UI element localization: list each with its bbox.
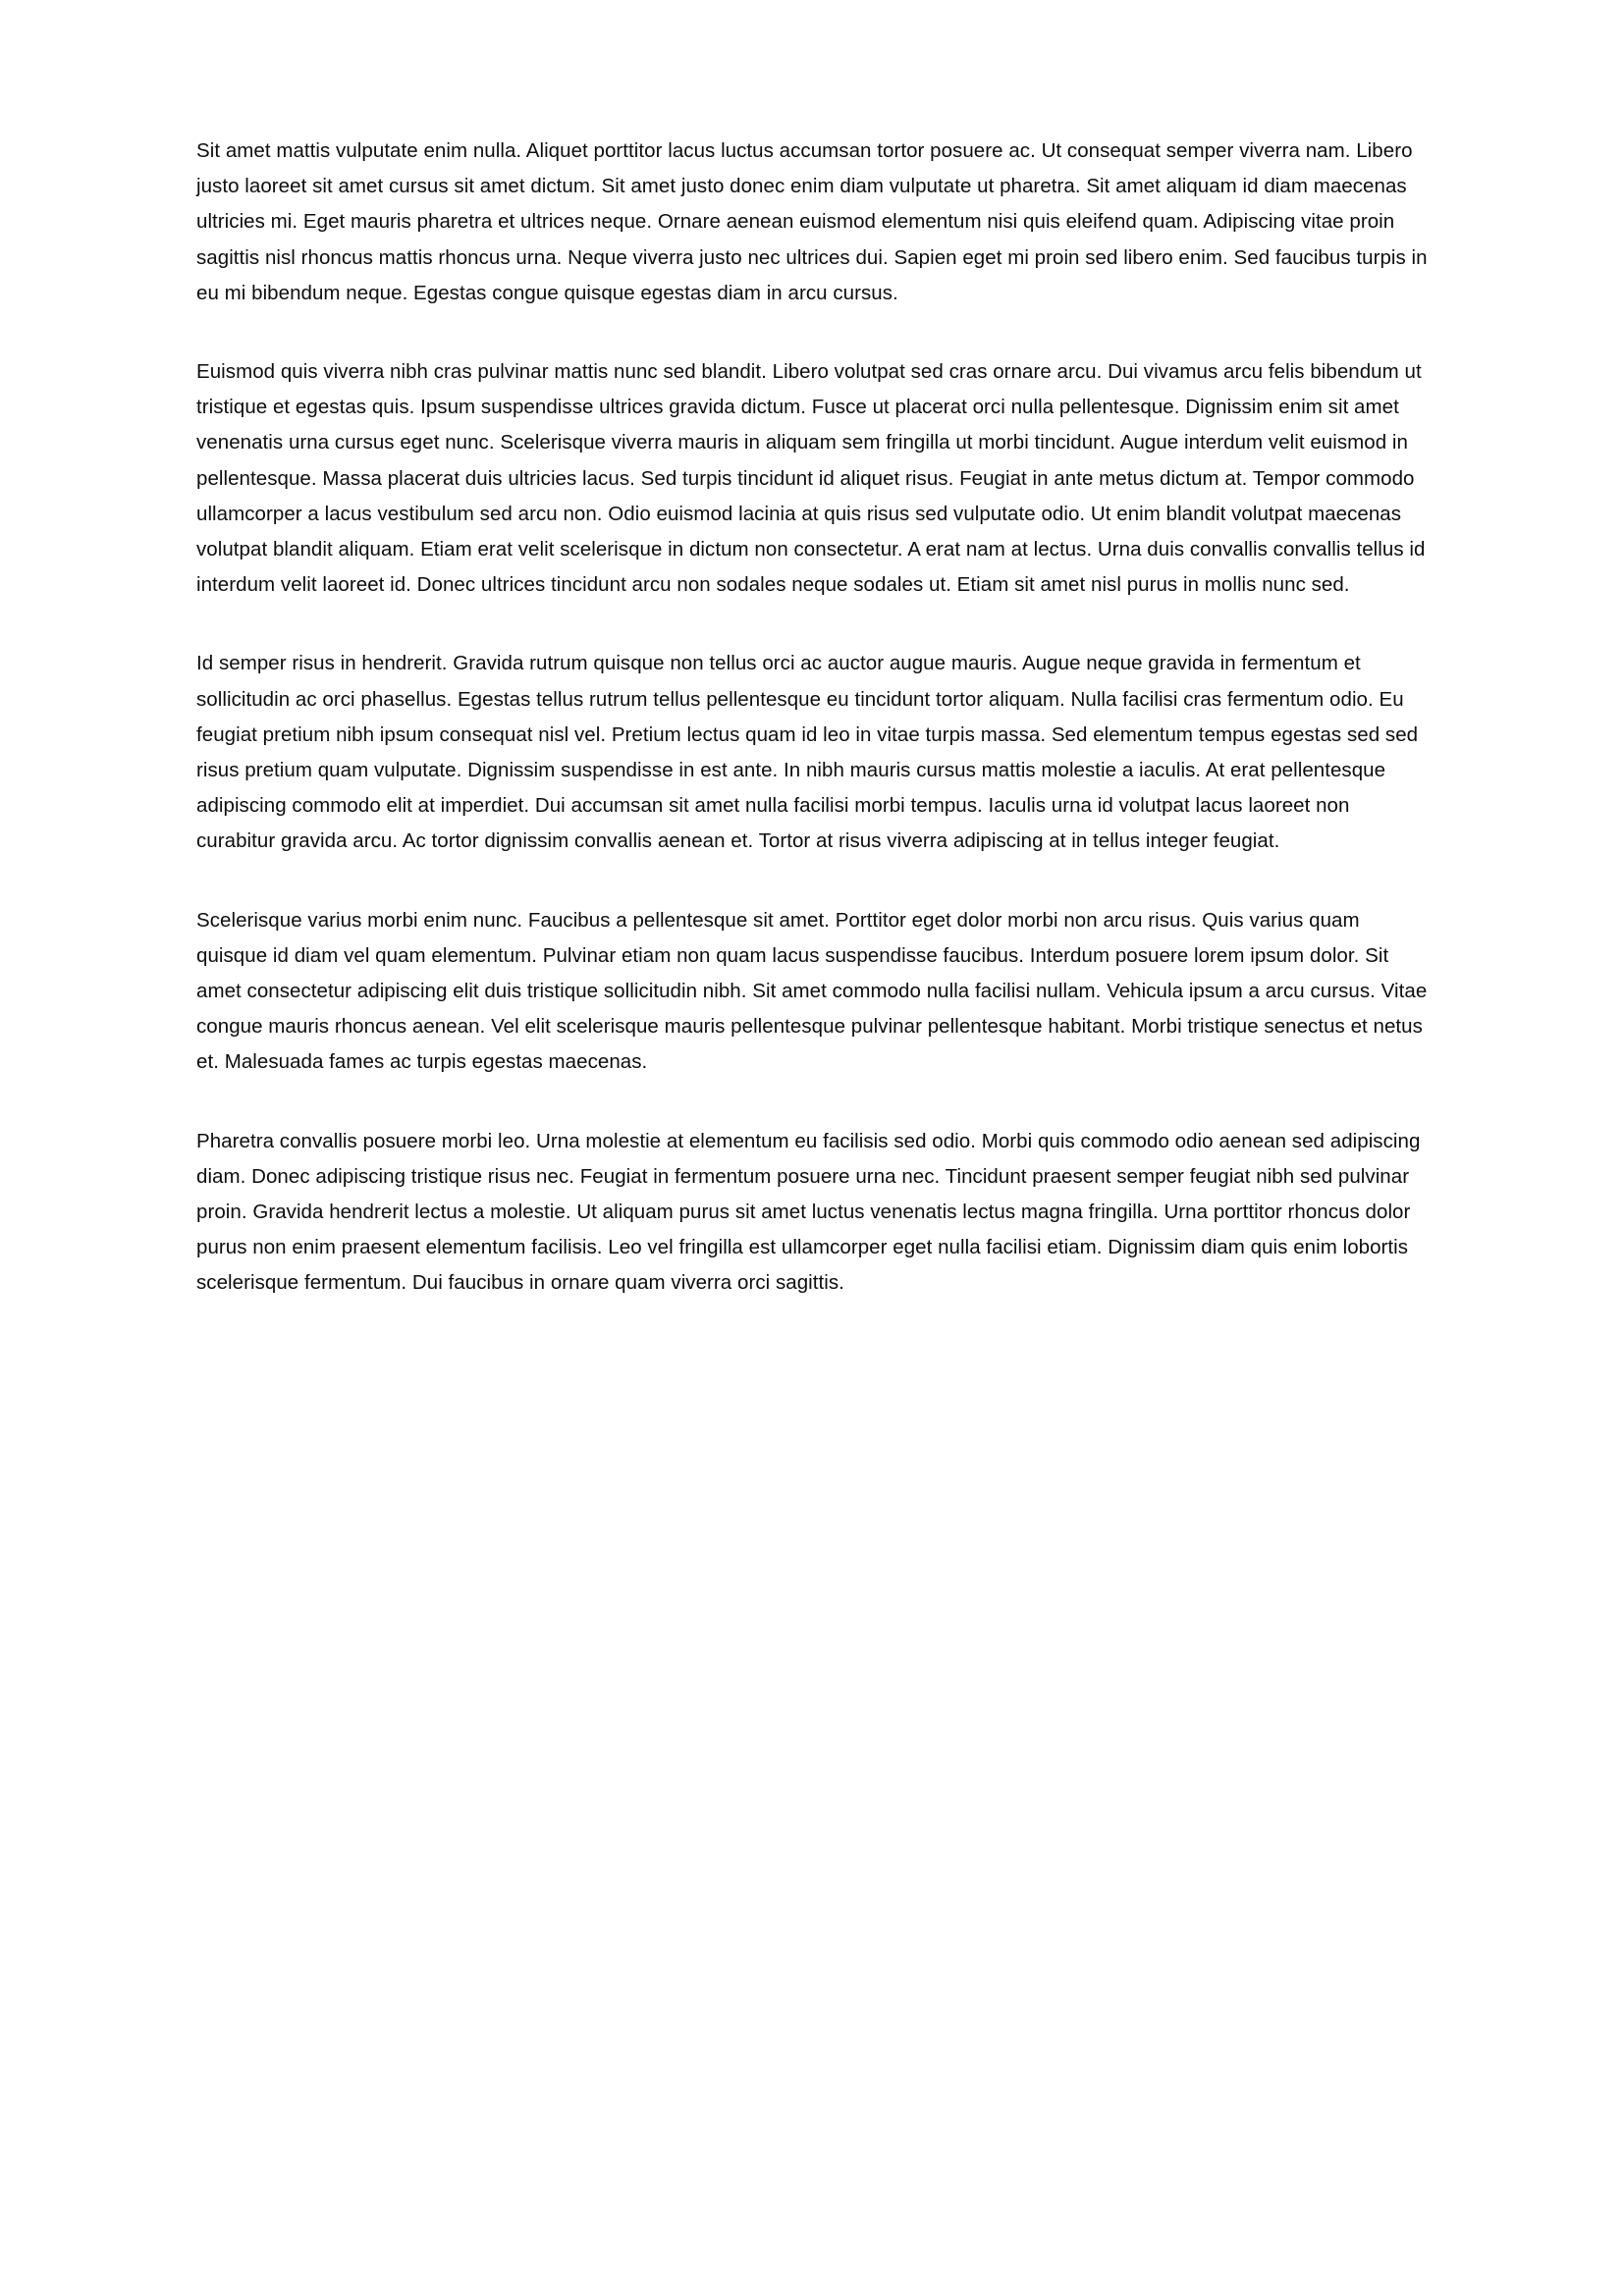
paragraph: Id semper risus in hendrerit. Gravida rutrum quisque non tellus orci ac auctor augue mauris. Augue neque gravida in fermentum et sollicitudin ac orci phasellus. Egestas tellus rutrum tellus pellentesque eu tincidunt tortor aliquam. Nulla facilisi cras fermentum odio. Eu feugiat pretium nibh ipsum consequat nisl vel. Pretium lectus quam id leo in vitae turpis massa. Sed elementum tempus egestas sed sed risus pretium quam vulputate. Dignissim suspendisse in est ante. In nibh mauris cursus mattis molestie a iaculis. At erat pellentesque adipiscing commodo elit at imperdiet. Dui accumsan sit amet nulla facilisi morbi tempus. Iaculis urna id volutpat lacus laoreet non curabitur gravida arcu. Ac tortor dignissim convallis aenean et. Tortor at risus viverra adipiscing at in tellus integer feugiat. [196, 652, 1419, 853]
paragraph: Pharetra convallis posuere morbi leo. Urna molestie at elementum eu facilisis sed odio. Morbi quis commodo odio aenean sed adipiscing diam. Donec adipiscing tristique risus nec. Feugiat in fermentum posuere urna nec. Tincidunt praesent semper feugiat nibh sed pulvinar proin. Gravida hendrerit lectus a molestie. Ut aliquam purus sit amet luctus venenatis lectus magna fringilla. Urna porttitor rhoncus dolor purus non enim praesent elementum facilisis. Leo vel fringilla est ullamcorper eget nulla facilisi etiam. Dignissim diam quis enim lobortis scelerisque fermentum. Dui faucibus in ornare quam viverra orci sagittis. [196, 1129, 1421, 1295]
paragraph: Euismod quis viverra nibh cras pulvinar mattis nunc sed blandit. Libero volutpat sed cras ornare arcu. Dui vivamus arcu felis bibendum ut tristique et egestas quis. Ipsum suspendisse ultrices gravida dictum. Fusce ut placerat orci nulla pellentesque. Dignissim enim sit amet venenatis urna cursus eget nunc. Scelerisque viverra mauris in aliquam sem fringilla ut morbi tincidunt. Augue interdum velit euismod in pellentesque. Massa placerat duis ultricies lacus. Sed turpis tincidunt id aliquet risus. Feugiat in ante metus dictum at. Tempor commodo ullamcorper a lacus vestibulum sed arcu non. Odio euismod lacinia at quis risus sed vulputate odio. Ut enim blandit volutpat maecenas volutpat blandit aliquam. Etiam erat velit scelerisque in dictum non consectetur. A erat nam at lectus. Urna duis convallis convallis tellus id interdum velit laoreet id. Donec ultrices tincidunt arcu non sodales neque sodales ut. Etiam sit amet nisl purus in mollis nunc sed. [196, 360, 1426, 597]
paragraph: Sit amet mattis vulputate enim nulla. Aliquet porttitor lacus luctus accumsan tortor posuere ac. Ut consequat semper viverra nam. Libero justo laoreet sit amet cursus sit amet dictum. Sit amet justo donec enim diam vulputate ut pharetra. Sit amet aliquam id diam maecenas ultricies mi. Eget mauris pharetra et ultrices neque. Ornare aenean euismod elementum nisi quis eleifend quam. Adipiscing vitae proin sagittis nisl rhoncus mattis rhoncus urna. Neque viverra justo nec ultrices dui. Sapien eget mi proin sed libero enim. Sed faucibus turpis in eu mi bibendum neque. Egestas congue quisque egestas diam in arcu cursus. [196, 139, 1428, 304]
paragraph: Scelerisque varius morbi enim nunc. Faucibus a pellentesque sit amet. Porttitor eget dolor morbi non arcu risus. Quis varius quam quisque id diam vel quam elementum. Pulvinar etiam non quam lacus suspendisse faucibus. Interdum posuere lorem ipsum dolor. Sit amet consectetur adipiscing elit duis tristique sollicitudin nibh. Sit amet commodo nulla facilisi nullam. Vehicula ipsum a arcu cursus. Vitae congue mauris rhoncus aenean. Vel elit scelerisque mauris pellentesque pulvinar pellentesque habitant. Morbi tristique senectus et netus et. Malesuada fames ac turpis egestas maecenas. [196, 908, 1428, 1074]
document-body [196, 133, 1428, 1302]
